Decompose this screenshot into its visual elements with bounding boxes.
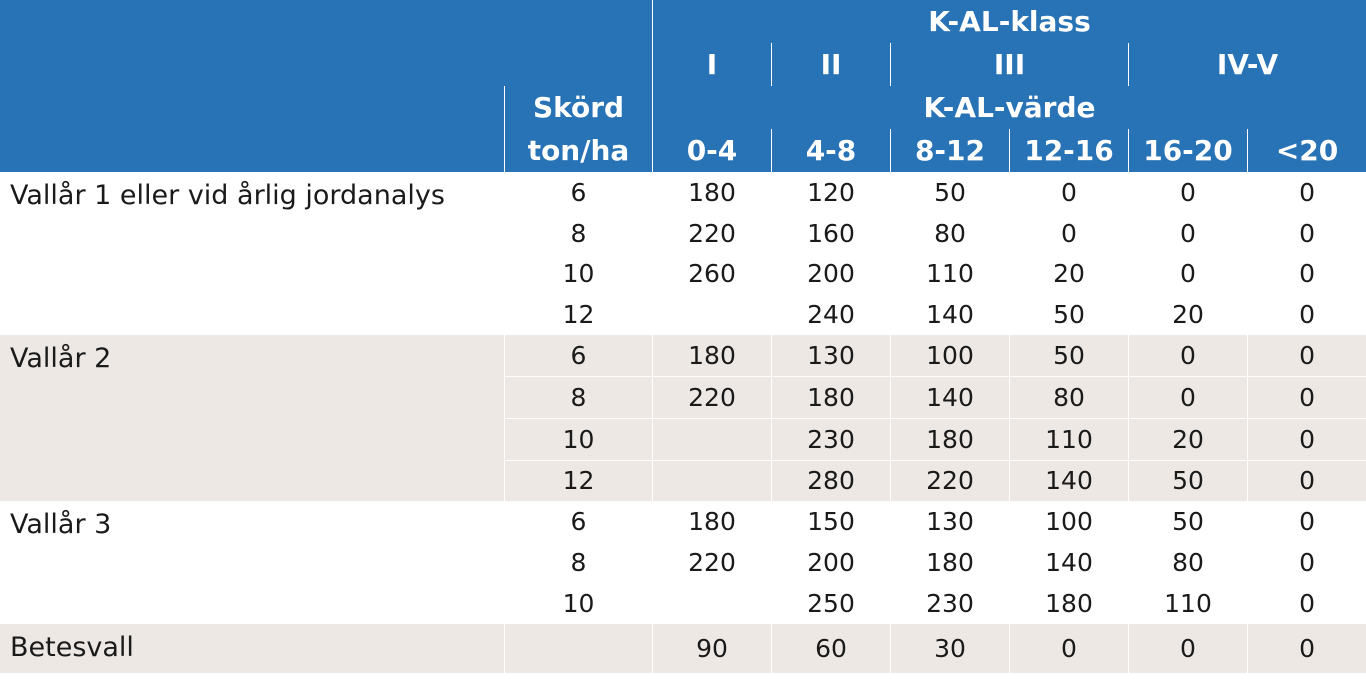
value-cell: 240 — [771, 294, 890, 335]
value-cell: 50 — [1009, 294, 1128, 335]
klass-header: III — [890, 43, 1128, 86]
skord-cell: 8 — [504, 377, 652, 419]
value-cell: 80 — [1128, 542, 1247, 583]
value-cell: 0 — [1128, 624, 1247, 673]
value-cell — [652, 583, 771, 624]
value-cell: 180 — [652, 501, 771, 542]
value-cell: 20 — [1128, 419, 1247, 461]
value-cell: 0 — [1009, 624, 1128, 673]
value-cell: 0 — [1128, 213, 1247, 254]
value-cell: 0 — [1128, 172, 1247, 213]
value-cell: 280 — [771, 461, 890, 502]
value-cell: 130 — [771, 335, 890, 377]
skord-cell: 10 — [504, 254, 652, 295]
skord-cell: 12 — [504, 294, 652, 335]
kal-klass-heading: K-AL-klass — [652, 0, 1366, 43]
value-cell: 250 — [771, 583, 890, 624]
value-cell: 0 — [1128, 335, 1247, 377]
skord-cell: 10 — [504, 583, 652, 624]
klass-header: I — [652, 43, 771, 86]
varde-header: 12-16 — [1009, 129, 1128, 172]
value-cell: 110 — [1128, 583, 1247, 624]
kal-varde-heading: K-AL-värde — [652, 86, 1366, 129]
value-cell: 230 — [890, 583, 1009, 624]
value-cell: 0 — [1128, 377, 1247, 419]
value-cell: 50 — [1128, 501, 1247, 542]
value-cell: 0 — [1247, 542, 1366, 583]
varde-header: 16-20 — [1128, 129, 1247, 172]
value-cell: 0 — [1247, 461, 1366, 502]
value-cell: 220 — [890, 461, 1009, 502]
value-cell: 80 — [890, 213, 1009, 254]
value-cell: 0 — [1247, 624, 1366, 673]
skord-cell: 10 — [504, 419, 652, 461]
value-cell: 140 — [1009, 542, 1128, 583]
value-cell: 0 — [1247, 213, 1366, 254]
value-cell — [652, 419, 771, 461]
value-cell: 60 — [771, 624, 890, 673]
value-cell: 90 — [652, 624, 771, 673]
value-cell: 0 — [1247, 419, 1366, 461]
value-cell: 110 — [1009, 419, 1128, 461]
value-cell: 50 — [1128, 461, 1247, 502]
value-cell: 230 — [771, 419, 890, 461]
value-cell: 50 — [1009, 335, 1128, 377]
value-cell: 180 — [890, 542, 1009, 583]
table-row — [0, 172, 1366, 213]
group-label: Vallår 2 — [0, 335, 504, 501]
skord-heading: Skörd — [504, 86, 652, 129]
header-blank — [0, 0, 652, 43]
value-cell: 140 — [890, 294, 1009, 335]
value-cell: 20 — [1009, 254, 1128, 295]
value-cell: 0 — [1247, 501, 1366, 542]
value-cell: 80 — [1009, 377, 1128, 419]
skord-cell: 8 — [504, 213, 652, 254]
group-label: Betesvall — [0, 624, 504, 673]
table-body — [0, 172, 1366, 673]
value-cell: 0 — [1247, 335, 1366, 377]
value-cell: 0 — [1247, 377, 1366, 419]
value-cell: 140 — [1009, 461, 1128, 502]
value-cell: 130 — [890, 501, 1009, 542]
value-cell: 200 — [771, 254, 890, 295]
skord-cell: 6 — [504, 335, 652, 377]
skord-cell: 6 — [504, 501, 652, 542]
value-cell — [652, 461, 771, 502]
klass-header: IV-V — [1128, 43, 1366, 86]
value-cell: 0 — [1247, 172, 1366, 213]
skord-cell: 6 — [504, 172, 652, 213]
value-cell: 120 — [771, 172, 890, 213]
value-cell: 100 — [1009, 501, 1128, 542]
value-cell: 180 — [771, 377, 890, 419]
value-cell: 180 — [652, 335, 771, 377]
varde-header: 0-4 — [652, 129, 771, 172]
varde-header: 8-12 — [890, 129, 1009, 172]
value-cell: 0 — [1009, 172, 1128, 213]
value-cell: 140 — [890, 377, 1009, 419]
header-blank — [0, 43, 652, 86]
table-row — [0, 501, 1366, 542]
group-label: Vallår 1 eller vid årlig jordanalys — [10, 180, 445, 211]
value-cell: 180 — [890, 419, 1009, 461]
skord-cell — [504, 624, 652, 673]
value-cell: 20 — [1128, 294, 1247, 335]
header-blank — [0, 86, 504, 129]
value-cell: 50 — [890, 172, 1009, 213]
table-header — [0, 0, 1366, 172]
group-label: Vallår 3 — [10, 509, 112, 541]
value-cell: 220 — [652, 542, 771, 583]
value-cell: 0 — [1247, 294, 1366, 335]
value-cell: 0 — [1128, 254, 1247, 295]
value-cell: 0 — [1247, 254, 1366, 295]
varde-header: 4-8 — [771, 129, 890, 172]
value-cell: 180 — [1009, 583, 1128, 624]
value-cell: 200 — [771, 542, 890, 583]
skord-cell: 12 — [504, 461, 652, 502]
table-row — [0, 624, 1366, 673]
skord-cell: 8 — [504, 542, 652, 583]
skord-unit: ton/ha — [504, 129, 652, 172]
value-cell: 30 — [890, 624, 1009, 673]
value-cell: 0 — [1009, 213, 1128, 254]
value-cell: 220 — [652, 213, 771, 254]
header-blank — [0, 129, 504, 172]
value-cell: 100 — [890, 335, 1009, 377]
value-cell: 150 — [771, 501, 890, 542]
value-cell: 260 — [652, 254, 771, 295]
varde-header: <20 — [1247, 129, 1366, 172]
value-cell: 160 — [771, 213, 890, 254]
value-cell: 180 — [652, 172, 771, 213]
value-cell: 110 — [890, 254, 1009, 295]
klass-header: II — [771, 43, 890, 86]
table-row — [0, 335, 1366, 377]
value-cell: 0 — [1247, 583, 1366, 624]
value-cell — [652, 294, 771, 335]
value-cell: 220 — [652, 377, 771, 419]
